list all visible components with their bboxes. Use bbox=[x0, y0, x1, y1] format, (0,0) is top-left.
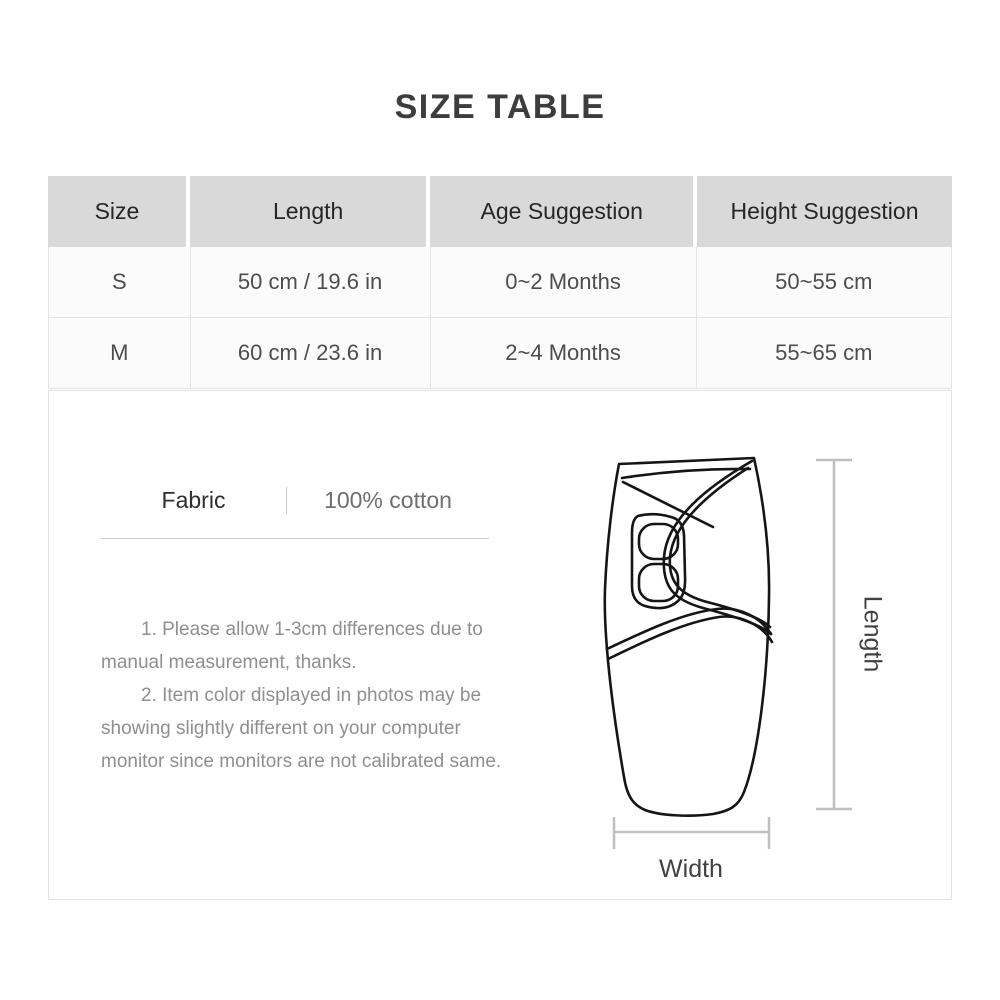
fabric-label: Fabric bbox=[161, 487, 226, 513]
fabric-section bbox=[101, 487, 489, 539]
note-color: 2. Item color displayed in photos may be showing slightly different on your computer monitor since monitors are not calibrated same. bbox=[101, 685, 502, 772]
cell-height-s: 50~55 cm bbox=[775, 269, 873, 294]
cell-height-m: 55~65 cm bbox=[775, 340, 873, 365]
details-panel bbox=[48, 390, 952, 900]
cell-age-m: 2~4 Months bbox=[431, 318, 697, 388]
note-measurement: 1. Please allow 1-3cm differences due to manual measurement, thanks. bbox=[101, 619, 483, 673]
header-cell-length: Length bbox=[190, 176, 430, 247]
size-table bbox=[48, 176, 952, 389]
header-cell-age-suggestion: Age Suggestion bbox=[430, 176, 697, 247]
notes-section bbox=[101, 613, 505, 778]
length-label: Length bbox=[858, 595, 887, 673]
table-row bbox=[48, 247, 952, 318]
fabric-value: 100% cotton bbox=[324, 487, 452, 513]
cell-size-m: M bbox=[49, 318, 191, 388]
size-table-body bbox=[48, 247, 952, 389]
length-dimension-line bbox=[816, 460, 852, 809]
cell-age-s: 0~2 Months bbox=[431, 247, 697, 317]
cell-size-s: S bbox=[49, 247, 191, 317]
size-table-header-row bbox=[48, 176, 952, 247]
page-title: SIZE TABLE bbox=[394, 88, 606, 126]
width-label: Width bbox=[659, 855, 723, 883]
table-row bbox=[48, 318, 952, 389]
header-cell-height-suggestion: Height Suggestion bbox=[697, 176, 952, 247]
swaddle-diagram bbox=[577, 437, 947, 897]
header-cell-size: Size bbox=[48, 176, 190, 247]
cell-length-s: 50 cm / 19.6 in bbox=[191, 247, 431, 317]
cell-length-m: 60 cm / 23.6 in bbox=[191, 318, 431, 388]
width-dimension-line bbox=[614, 817, 769, 849]
swaddle-drawing bbox=[605, 458, 772, 816]
